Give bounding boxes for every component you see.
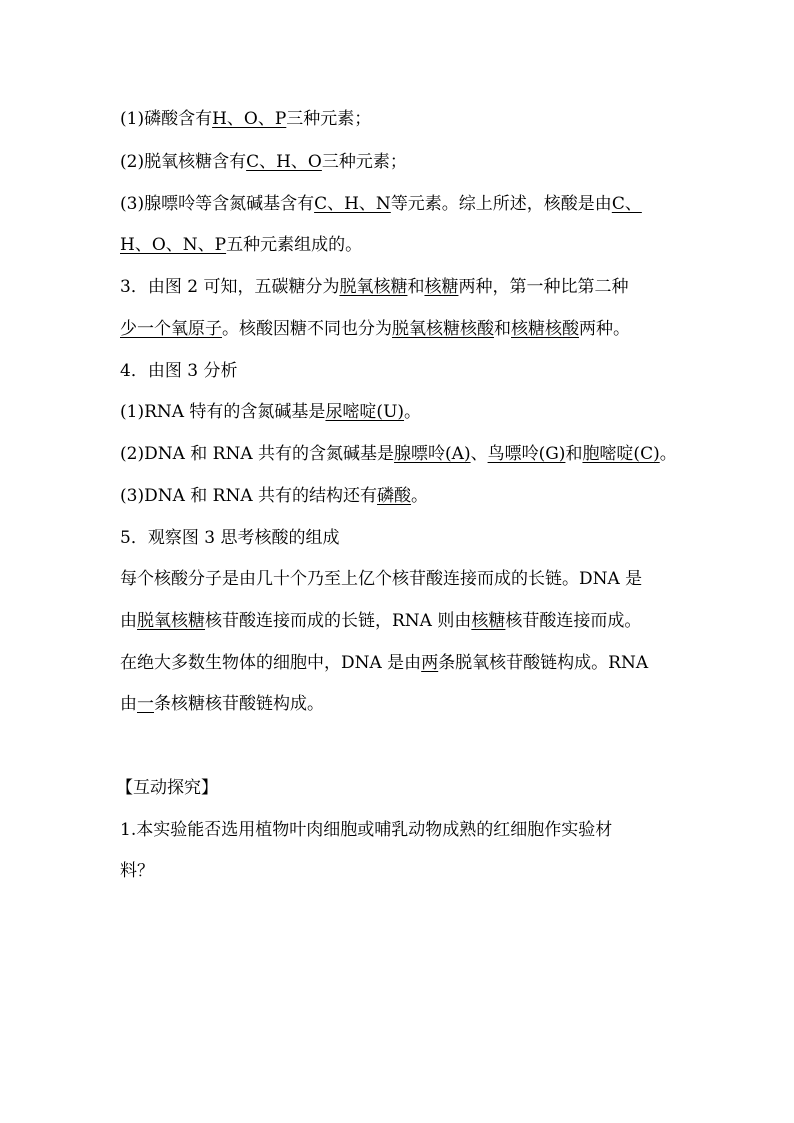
text-segment: 和 [407, 277, 425, 297]
text-line [120, 234, 362, 256]
text-segment: 。核酸因糖不同也分为 [222, 319, 392, 339]
text-line [120, 610, 641, 632]
text-line [120, 401, 421, 423]
text-line [120, 108, 371, 130]
answer-blank: 核糖 [471, 611, 506, 631]
text-segment: 条核糖核苷酸链构成。 [154, 694, 324, 714]
text-segment: (1)RNA 特有的含氮碱基是 [120, 402, 326, 422]
answer-blank: 两 [421, 653, 439, 673]
text-segment: 三种元素； [321, 152, 407, 172]
text-segment: 1.本实验能否选用植物叶肉细胞或哺乳动物成熟的红细胞作实验材 [120, 820, 613, 840]
text-segment: (3)DNA 和 RNA 共有的结构还有 [120, 486, 378, 506]
answer-blank: 尿嘧啶(U) [325, 402, 405, 422]
text-segment: 三种元素； [286, 109, 372, 129]
answer-blank: 鸟嘌呤(G) [487, 444, 566, 464]
answer-blank: H、O、P [212, 109, 287, 129]
text-segment: 料？ [120, 861, 154, 881]
text-line [120, 652, 648, 674]
answer-blank: H、O、N、P [120, 235, 227, 255]
answer-blank: 少一个氧原子 [120, 319, 222, 339]
text-segment: 在绝大多数生物体的细胞中，DNA 是由 [120, 653, 422, 673]
text-segment: 3．由图 2 可知，五碳糖分为 [120, 277, 340, 297]
text-segment: (2)DNA 和 RNA 共有的含氮碱基是 [120, 444, 395, 464]
text-segment: 和 [494, 319, 511, 339]
text-segment: 由 [120, 611, 137, 631]
text-segment: 等元素。综上所述，核酸是由 [390, 194, 612, 214]
answer-blank: C、H、O [246, 152, 322, 172]
answer-blank: 一 [137, 694, 154, 714]
text-segment: 。 [411, 486, 429, 506]
text-line [120, 360, 237, 382]
text-segment: 。 [404, 402, 422, 422]
answer-blank: 腺嘌呤(A) [394, 444, 471, 464]
answer-blank: 脱氧核糖 [137, 611, 205, 631]
text-line [120, 568, 642, 590]
text-segment: 两种。 [579, 319, 630, 339]
answer-blank: 核糖核酸 [511, 319, 579, 339]
answer-blank: 脱氧核糖核酸 [392, 319, 494, 339]
text-segment: (2)脱氧核糖含有 [120, 152, 247, 172]
text-line [120, 151, 407, 173]
text-segment: 五种元素组成的。 [226, 235, 363, 255]
answer-blank: 脱氧核糖 [339, 277, 408, 297]
text-line [120, 860, 154, 882]
text-line [120, 527, 339, 549]
text-segment: 5．观察图 3 思考核酸的组成 [120, 528, 340, 548]
text-segment: 【互动探究】 [116, 778, 218, 798]
answer-blank: C、 [611, 194, 642, 214]
text-segment: 。 [659, 444, 677, 464]
text-line [120, 693, 324, 715]
text-segment: 由 [120, 694, 137, 714]
text-segment: 每个核酸分子是由几十个乃至上亿个核苷酸连接而成的长链。DNA 是 [120, 569, 643, 589]
text-segment: (1)磷酸含有 [120, 109, 213, 129]
text-segment: 和 [565, 444, 583, 464]
text-segment: 核苷酸连接而成的长链，RNA 则由 [205, 611, 472, 631]
answer-blank: 胞嘧啶(C) [582, 444, 660, 464]
text-line [120, 819, 612, 841]
text-line [120, 318, 630, 340]
text-line [116, 777, 218, 799]
text-line [120, 485, 428, 507]
text-segment: 4．由图 3 分析 [120, 361, 238, 381]
text-segment: 、 [470, 444, 488, 464]
text-line [120, 193, 642, 215]
text-segment: (3)腺嘌呤等含氮碱基含有 [120, 194, 315, 214]
text-segment: 两种，第一种比第二种 [458, 277, 629, 297]
answer-blank: C、H、N [314, 194, 391, 214]
answer-blank: 磷酸 [377, 486, 412, 506]
text-line [120, 443, 677, 465]
text-line [120, 276, 628, 298]
answer-blank: 核糖 [424, 277, 459, 297]
text-segment: 条脱氧核苷酸链构成。RNA [438, 653, 649, 673]
text-segment: 核苷酸连接而成。 [505, 611, 642, 631]
